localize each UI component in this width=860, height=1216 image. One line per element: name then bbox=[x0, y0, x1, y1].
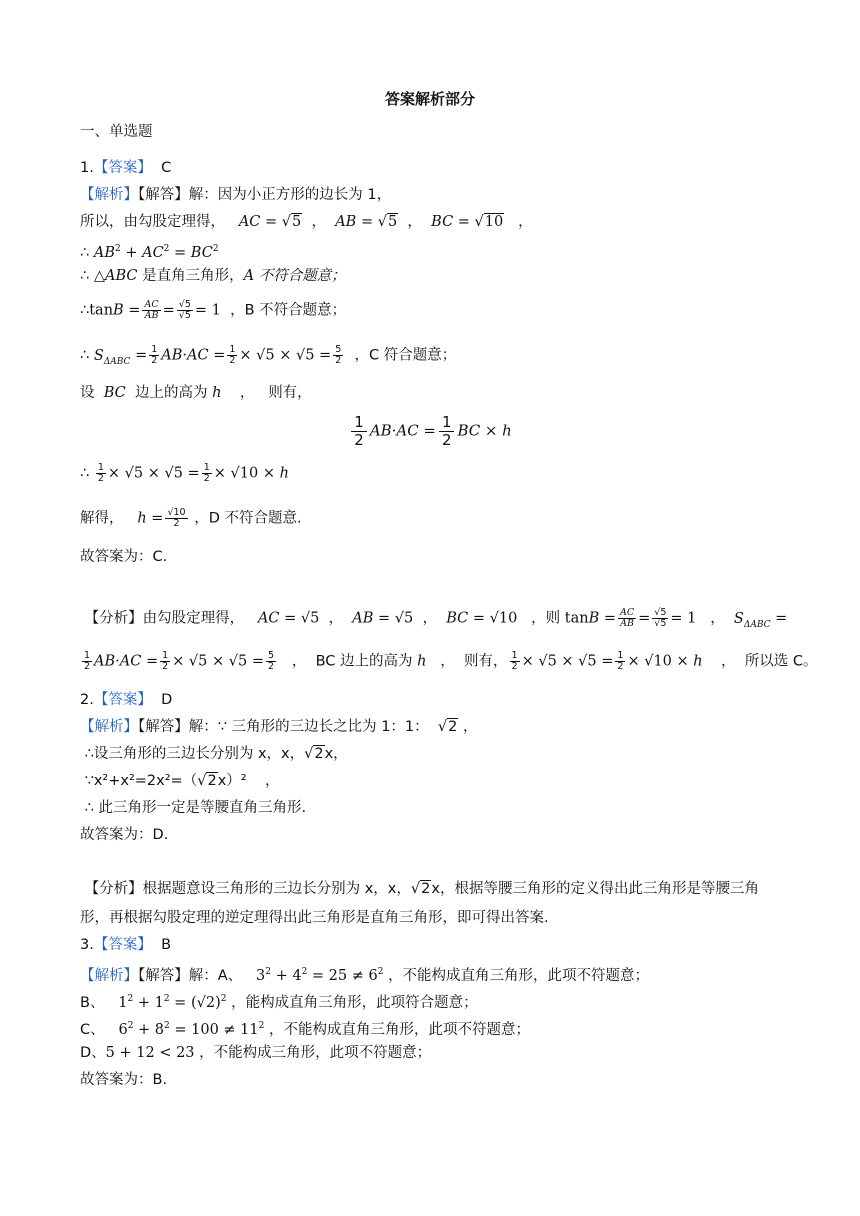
q1-text: B 不符合题意； bbox=[244, 302, 347, 319]
q1-solution-line-8: ∴ $\frac{1}{2}$ × √5 × √5 = $\frac{1}{2}$ × √10 × h bbox=[80, 462, 289, 484]
q2-text: 根据题意设三角形的三边长分别为 x，x， bbox=[142, 881, 411, 897]
q2-text: ∵x²+x²=2x²=（ bbox=[84, 773, 198, 789]
fraction: $\frac{1}{2}$ bbox=[229, 344, 236, 366]
fraction: $\frac{AC}{AB}$ bbox=[144, 299, 159, 321]
q2-text: ∴设三角形的三边长分别为 x，x， bbox=[84, 746, 305, 762]
fenxi-tag: 【分析】 bbox=[84, 610, 143, 627]
q1-solution-line-7: 设 BC 边上的高为 h ， 则有， bbox=[80, 385, 312, 401]
q2-answer: D bbox=[161, 692, 173, 708]
q1-analysis-line-1: 【分析】由勾股定理得， AC = √5 ， AB = √5 ， BC = √10 ，则 tanB = $\frac{AC}{AB}$ = $\frac{√5}{√5}$ = 1 ， $S_{\Delta ABC}$ = bbox=[84, 607, 788, 630]
section-heading: 一、单选题 bbox=[80, 124, 153, 140]
q1-analysis-line-2: $\frac{1}{2}$ AB·AC = $\frac{1}{2}$ × √5 × √5 = $\frac{5}{2}$ ， BC 边上的高为 h ， 则有， $\frac{1}{2}$ × √5 × √5 = $\frac{1}{2}$ × √10 × h ， 所以选 C。 bbox=[84, 650, 818, 672]
q1-text: 边上的高为 bbox=[134, 385, 208, 401]
analysis-tag: 【解析】 bbox=[80, 719, 138, 735]
q1-text: ，则 bbox=[531, 610, 561, 627]
answer-tag: 【答案】 bbox=[93, 937, 152, 953]
q2-solution-line-5: 故答案为：D. bbox=[80, 827, 169, 843]
fraction: $\frac{√5}{√5}$ bbox=[178, 299, 191, 321]
q3-text: ，不能构成三角形，此项不符题意； bbox=[199, 1045, 432, 1061]
q1-answer-line bbox=[80, 158, 800, 178]
q3-answer-line bbox=[80, 935, 800, 955]
fraction: $\frac{1}{2}$ bbox=[511, 650, 518, 672]
q1-solution-line-10: 故答案为：C. bbox=[80, 549, 168, 565]
q3-solution-line-5: 故答案为：B. bbox=[80, 1072, 168, 1088]
analysis-tag: 【解析】 bbox=[80, 187, 138, 203]
q2-analysis-line-2: 形，再根据勾股定理的逆定理得出此三角形是直角三角形，即可得出答案. bbox=[80, 910, 549, 926]
fraction: $\frac{1}{2}$ bbox=[84, 650, 91, 672]
fraction: $\frac{√5}{√5}$ bbox=[654, 607, 667, 629]
fraction: $\frac{AC}{AB}$ bbox=[619, 607, 635, 629]
q1-solution-line-2: 所以，由勾股定理得， AC = √5 ， AB = √5 ， BC = √10 ， bbox=[80, 214, 533, 230]
formula: △ABC bbox=[93, 268, 138, 284]
q3-text: D、 bbox=[80, 1045, 106, 1061]
fraction: $\frac{5}{2}$ bbox=[335, 344, 342, 366]
q1-solution-line-1 bbox=[80, 185, 800, 205]
q3-text: ，不能构成直角三角形，此项不符题意； bbox=[268, 1021, 530, 1038]
q2-text: ∴ 此三角形一定是等腰直角三角形. bbox=[84, 800, 307, 816]
q2-solution-line-1: 【解析】【解答】解：∵ 三角形的三边长之比为 1：1： √2 ， bbox=[80, 719, 478, 735]
formula: AC = √5 bbox=[238, 214, 302, 230]
q1-text: A 不符合题意； bbox=[243, 268, 346, 284]
formula: 5 + 12 < 23 bbox=[105, 1045, 195, 1061]
fraction: $\frac{1}{2}$ bbox=[439, 414, 455, 449]
formula: $S_{\Delta ABC}$ bbox=[93, 347, 131, 367]
formula: $6^2 + 8^2 = 100 \ne 11^2$ bbox=[118, 1021, 265, 1038]
q2-number: 2. bbox=[80, 692, 94, 708]
q3-solution-line-4 bbox=[80, 1043, 800, 1063]
solution-tag: 【解答】 bbox=[138, 187, 189, 203]
q2-solution-line-4 bbox=[80, 798, 800, 818]
q2-text: 解：∵ 三角形的三边长之比为 1：1： bbox=[188, 719, 429, 735]
q1-text: 则有， bbox=[268, 385, 312, 401]
fraction: $\frac{1}{2}$ bbox=[97, 462, 104, 484]
solution-tag: 【解答】 bbox=[138, 967, 189, 984]
q3-solution-line-2 bbox=[80, 989, 800, 1013]
q2-answer-line bbox=[80, 690, 800, 710]
q2-solution-line-3: ∵x²+x²=2x²=（√2x）² ， bbox=[84, 773, 280, 789]
q1-text: C 符合题意； bbox=[368, 347, 457, 364]
fraction: $\frac{√10}{2}$ bbox=[167, 507, 186, 529]
fraction: $\frac{1}{2}$ bbox=[351, 414, 367, 449]
q1-text: 则有， bbox=[464, 653, 508, 670]
formula: tanB = bbox=[89, 302, 141, 319]
answer-tag: 【答案】 bbox=[93, 692, 152, 708]
formula: $3^2 + 4^2 = 25 \ne 6^2$ bbox=[256, 967, 384, 984]
solution-tag: 【解答】 bbox=[138, 719, 189, 735]
q3-text: 解：A、 bbox=[188, 967, 243, 984]
answer-tag: 【答案】 bbox=[93, 160, 152, 176]
fenxi-tag: 【分析】 bbox=[84, 881, 143, 897]
q1-text: 解得， bbox=[80, 510, 124, 527]
q1-text: 是直角三角形， bbox=[142, 268, 244, 284]
q1-solution-line-9: 解得， h = $\frac{√10}{2}$ ，D 不符合题意. bbox=[80, 507, 302, 529]
fraction: $\frac{1}{2}$ bbox=[162, 650, 169, 672]
q1-text: D 不符合题意. bbox=[208, 510, 302, 527]
q3-solution-line-3 bbox=[80, 1016, 800, 1040]
q3-text: B、 bbox=[80, 994, 105, 1011]
q2-solution-line-2: ∴设三角形的三边长分别为 x，x，√2x， bbox=[84, 746, 348, 762]
q3-text: C、 bbox=[80, 1021, 105, 1038]
q1-solution-line-4: ∴ △ABC 是直角三角形，A 不符合题意； bbox=[80, 268, 346, 284]
q1-solution-line-3: ∴ $AB^2 + AC^2 = BC^2$ bbox=[80, 244, 219, 261]
q1-text: 所以选 C。 bbox=[744, 653, 818, 670]
q1-text: 由勾股定理得， bbox=[142, 610, 245, 627]
q3-text: ，不能构成直角三角形，此项不符题意； bbox=[388, 967, 650, 984]
q3-text: ，能构成直角三角形，此项符合题意； bbox=[231, 994, 478, 1011]
formula: BC = √10 bbox=[431, 214, 504, 230]
q2-text: x，根据等腰三角形的定义得出此三角形是等腰三角 bbox=[431, 881, 759, 897]
q2-analysis-line-1: 【分析】根据题意设三角形的三边长分别为 x，x，√2x，根据等腰三角形的定义得出此三角形是等腰三角 bbox=[84, 881, 759, 897]
fraction: $\frac{1}{2}$ bbox=[617, 650, 624, 672]
q1-text: 所以，由勾股定理得， bbox=[80, 214, 225, 230]
q1-text: 设 bbox=[80, 385, 95, 401]
fraction: $\frac{1}{2}$ bbox=[151, 344, 158, 366]
q3-solution-line-1 bbox=[80, 962, 800, 986]
analysis-tag: 【解析】 bbox=[80, 967, 138, 984]
q3-number: 3. bbox=[80, 937, 94, 953]
page-title: 答案解析部分 bbox=[384, 90, 475, 108]
q3-answer: B bbox=[161, 937, 172, 953]
q1-number: 1. bbox=[80, 160, 94, 176]
fraction: $\frac{1}{2}$ bbox=[203, 462, 210, 484]
q1-solution-line-5: ∴tanB = $\frac{AC}{AB}$ = $\frac{√5}{√5}$ = 1 ，B 不符合题意； bbox=[80, 299, 347, 321]
fraction: $\frac{5}{2}$ bbox=[268, 650, 275, 672]
q1-text: BC 边上的高为 bbox=[315, 653, 413, 670]
formula: $AB^2 + AC^2 = BC^2$ bbox=[93, 244, 219, 261]
formula: AB = √5 bbox=[335, 214, 398, 230]
q1-solution-line-6: ∴ $S_{\Delta ABC}$ = $\frac{1}{2}$ AB·AC = $\frac{1}{2}$ × √5 × √5 = $\frac{5}{2}$ ，C 符合题意； bbox=[80, 344, 457, 367]
q1-answer: C bbox=[161, 160, 172, 176]
q1-text: 解：因为小正方形的边长为 1， bbox=[188, 187, 392, 203]
q1-display-equation: $\frac{1}{2}$ AB·AC = $\frac{1}{2}$ BC × h bbox=[0, 414, 860, 449]
formula: $1^2 + 1^2 = (√2)^2$ bbox=[118, 994, 227, 1011]
